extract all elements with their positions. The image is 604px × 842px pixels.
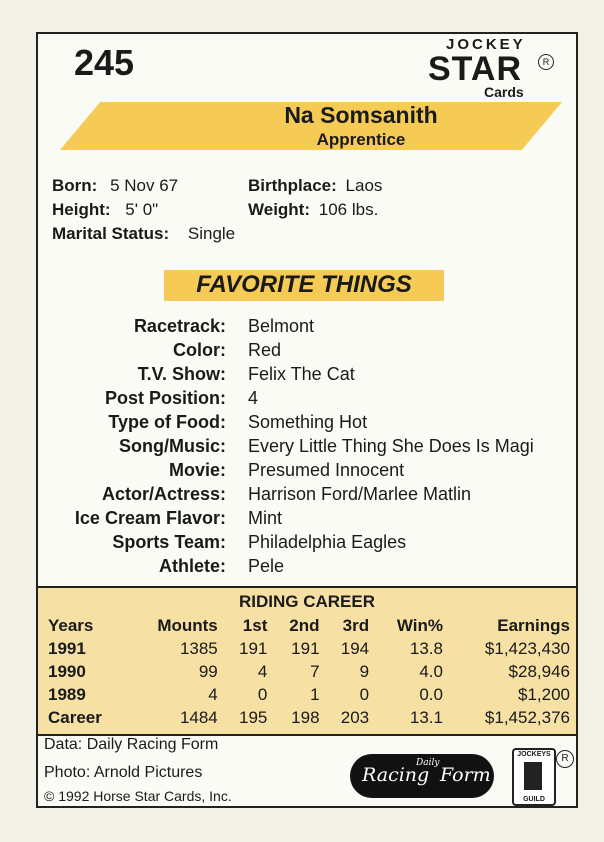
favorite-row	[38, 436, 578, 460]
jockey-status: Apprentice	[316, 130, 406, 149]
favorite-value: Harrison Ford/Marlee Matlin	[248, 484, 472, 504]
career-cell: 0	[257, 684, 268, 704]
born-value: 5 Nov 67	[110, 176, 179, 195]
favorite-value: Belmont	[248, 316, 315, 336]
career-table	[44, 614, 574, 729]
career-cell: 198	[291, 707, 320, 727]
career-cell: 0	[359, 684, 370, 704]
career-cell: 1990	[48, 661, 86, 681]
favorite-row	[38, 388, 578, 412]
born-field	[52, 176, 178, 196]
daily-racing-form-logo	[350, 754, 494, 798]
jockeys-guild-logo	[512, 748, 556, 806]
career-cell: 0.0	[419, 684, 443, 704]
favorite-row	[38, 508, 578, 532]
name-banner	[60, 102, 562, 150]
career-cell: 1484	[179, 707, 218, 727]
marital-value: Single	[187, 224, 236, 243]
favorite-label: T.V. Show:	[137, 364, 226, 384]
favorite-label: Post Position:	[105, 388, 226, 408]
career-cell: 13.8	[409, 638, 443, 658]
career-cell: 4	[257, 661, 268, 681]
career-header-row	[44, 614, 574, 637]
favorites-banner	[164, 270, 444, 301]
birthplace-value: Laos	[345, 176, 383, 195]
birthplace-field	[248, 176, 382, 196]
career-cell: 191	[239, 638, 268, 658]
guild-top-text: JOCKEYS	[517, 751, 551, 758]
favorite-row	[38, 460, 578, 484]
favorite-value: Felix The Cat	[248, 364, 355, 384]
favorite-value: Something Hot	[248, 412, 368, 432]
weight-label: Weight:	[248, 200, 311, 219]
career-cell: 195	[239, 707, 268, 727]
career-header-cell: Years	[48, 615, 94, 635]
photo-credit: Photo: Arnold Pictures	[44, 764, 203, 781]
height-field	[52, 200, 158, 220]
height-label: Height:	[52, 200, 111, 219]
registered-icon: R	[556, 750, 574, 768]
riding-career-panel	[38, 586, 576, 736]
logo-jockey-text: JOCKEY	[446, 36, 526, 53]
career-header-cell: Earnings	[497, 615, 570, 635]
career-cell: 99	[198, 661, 218, 681]
favorite-label: Song/Music:	[119, 436, 226, 456]
born-label: Born:	[52, 176, 98, 195]
favorite-label: Actor/Actress:	[101, 484, 226, 504]
weight-value: 106 lbs.	[318, 200, 379, 219]
career-header-cell: 3rd	[342, 615, 370, 635]
card-number: 245	[74, 42, 135, 83]
favorite-row	[38, 412, 578, 436]
height-value: 5' 0"	[125, 200, 159, 219]
favorites-title: FAVORITE THINGS	[196, 271, 412, 298]
marital-label: Marital Status:	[52, 224, 170, 243]
favorite-value: Pele	[248, 556, 285, 576]
career-header-cell: Mounts	[157, 615, 218, 635]
career-cell: Career	[48, 707, 102, 727]
data-credit: Data: Daily Racing Form	[44, 736, 219, 753]
favorite-label: Athlete:	[159, 556, 226, 576]
favorite-value: 4	[248, 388, 259, 408]
career-cell: 1385	[179, 638, 218, 658]
career-cell: 191	[291, 638, 320, 658]
guild-bottom-text: GUILD	[523, 796, 545, 803]
career-title: RIDING CAREER	[238, 592, 375, 611]
trading-card	[36, 32, 578, 808]
favorite-value: Philadelphia Eagles	[248, 532, 407, 552]
favorite-value: Presumed Innocent	[248, 460, 405, 480]
career-row	[44, 683, 574, 706]
jockey-name: Na Somsanith	[284, 102, 438, 128]
birthplace-label: Birthplace:	[248, 176, 337, 195]
favorite-label: Type of Food:	[108, 412, 226, 432]
boot-icon	[524, 762, 542, 790]
career-cell: 1991	[48, 638, 86, 658]
weight-field	[248, 200, 378, 220]
favorite-label: Racetrack:	[133, 316, 226, 336]
career-cell: $28,946	[508, 661, 570, 681]
favorite-value: Red	[248, 340, 282, 360]
favorite-row	[38, 532, 578, 556]
career-cell: 9	[359, 661, 370, 681]
career-cell: 203	[340, 707, 370, 727]
career-cell: 13.1	[409, 707, 443, 727]
career-header-cell: Win%	[396, 615, 443, 635]
drf-racing-text: Racing	[362, 764, 430, 786]
career-cell: 4	[208, 684, 218, 704]
career-cell: $1,200	[518, 684, 570, 704]
career-cell: 7	[310, 661, 320, 681]
career-row	[44, 706, 574, 729]
copyright: © 1992 Horse Star Cards, Inc.	[44, 788, 232, 804]
favorite-label: Color:	[173, 340, 226, 360]
logo-cards-text: Cards	[484, 84, 524, 100]
favorite-row	[38, 484, 578, 508]
favorite-row	[38, 364, 578, 388]
career-header-cell: 2nd	[289, 615, 320, 635]
career-cell: 1	[310, 684, 320, 704]
career-header-cell: 1st	[242, 615, 268, 635]
drf-form-text: Form	[440, 764, 491, 786]
career-cell: $1,452,376	[484, 707, 570, 727]
favorite-value: Every Little Thing She Does Is Magi	[248, 436, 534, 456]
logo-star-text: STAR	[428, 50, 523, 88]
favorite-label: Ice Cream Flavor:	[74, 508, 226, 528]
favorite-label: Sports Team:	[112, 532, 226, 552]
favorite-row	[38, 556, 578, 580]
favorite-value: Mint	[248, 508, 283, 528]
career-cell: 194	[340, 638, 370, 658]
drf-daily-text: Daily	[416, 758, 440, 768]
registered-icon: R	[538, 54, 554, 70]
career-cell: $1,423,430	[484, 638, 570, 658]
jockey-star-logo	[428, 36, 548, 102]
career-row	[44, 637, 574, 660]
career-cell: 1989	[48, 684, 86, 704]
favorite-label: Movie:	[168, 460, 226, 480]
marital-field	[52, 224, 235, 244]
career-cell: 4.0	[419, 661, 443, 681]
favorite-row	[38, 340, 578, 364]
favorite-row	[38, 316, 578, 340]
career-row	[44, 660, 574, 683]
